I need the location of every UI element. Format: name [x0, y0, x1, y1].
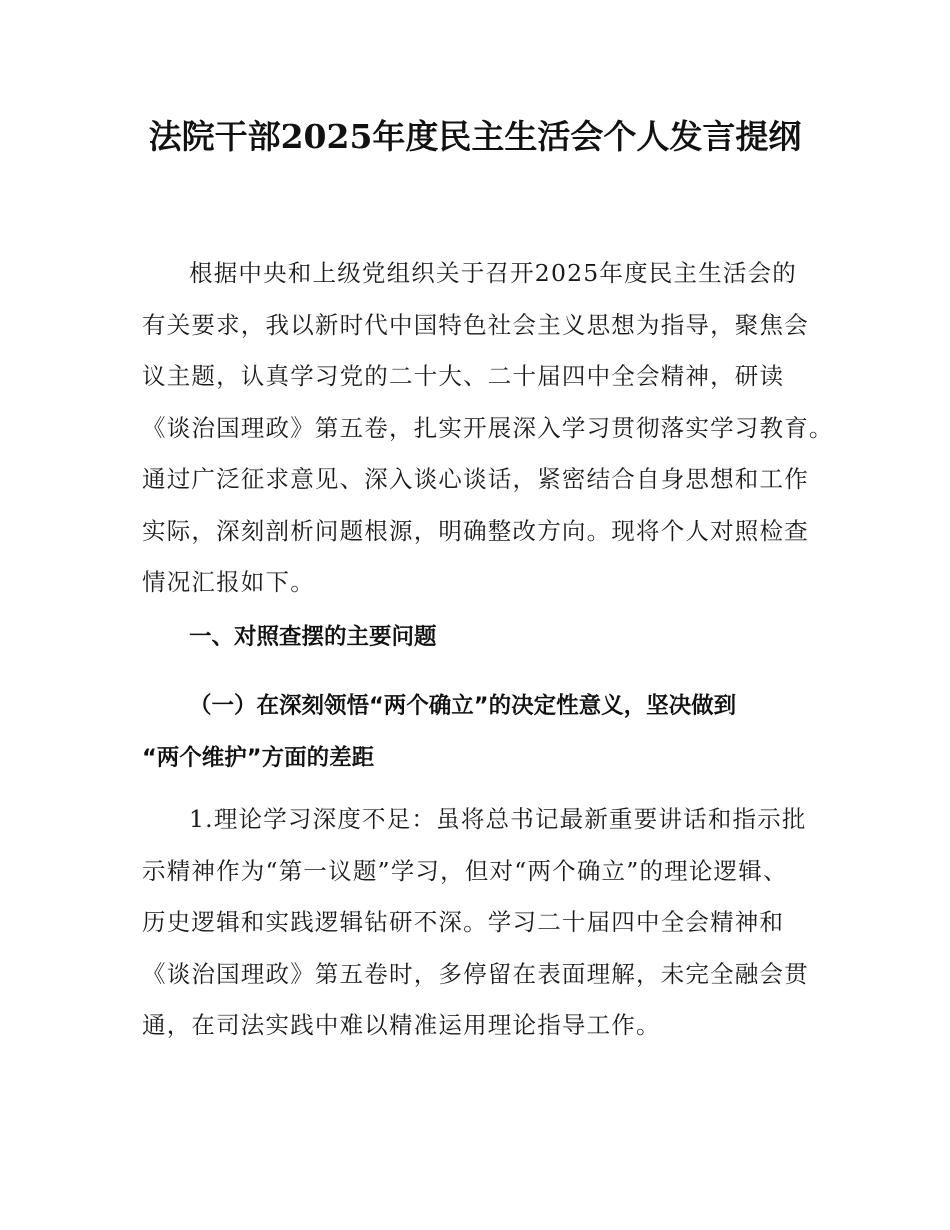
- intro-line: 有关要求，我以新时代中国特色社会主义思想为指导，聚焦会: [142, 310, 809, 339]
- intro-line: 实际，深刻剖析问题根源，明确整改方向。现将个人对照检查: [142, 516, 809, 545]
- intro-line: 《谈治国理政》第五卷，扎实开展深入学习贯彻落实学习教育。: [142, 413, 834, 442]
- point-1-paragraph: [142, 794, 822, 1052]
- point-1-line: 历史逻辑和实践逻辑钻研不深。学习二十届四中全会精神和: [142, 908, 785, 936]
- subsection-heading: [142, 680, 832, 784]
- intro-paragraph: [142, 248, 834, 609]
- point-1-line: 示精神作为“第一议题”学习，但对“两个确立”的理论逻辑、: [142, 856, 788, 885]
- intro-line: 根据中央和上级党组织关于召开2025年度民主生活会的: [189, 259, 798, 287]
- intro-line: 情况汇报如下。: [142, 568, 315, 596]
- point-1-line: 通，在司法实践中难以精准运用理论指导工作。: [142, 1011, 661, 1039]
- point-1-line: 《谈治国理政》第五卷时，多停留在表面理解，未完全融会贯: [142, 959, 809, 988]
- intro-line: 议主题，认真学习党的二十大、二十届四中全会精神，研读: [142, 362, 785, 390]
- subsection-heading-line: （一）在深刻领悟“两个确立”的决定性意义，坚决做到: [189, 693, 737, 719]
- point-1-line: 1.理论学习深度不足：虽将总书记最新重要讲话和指示批: [189, 805, 807, 833]
- document-title: 法院干部2025年度民主生活会个人发言提纲: [148, 117, 802, 156]
- section-heading: 一、对照查摆的主要问题: [189, 624, 437, 650]
- intro-line: 通过广泛征求意见、深入谈心谈话，紧密结合自身思想和工作: [142, 465, 809, 493]
- subsection-heading-line: “两个维护”方面的差距: [142, 745, 375, 771]
